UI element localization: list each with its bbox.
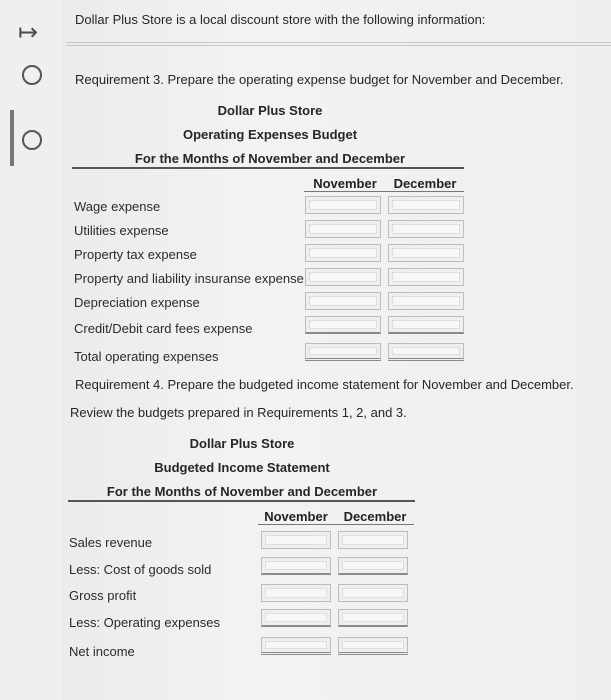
utilities-expense-november-input[interactable] [305, 220, 381, 238]
req4-row-label: Sales revenue [69, 535, 153, 550]
req3-row-label: Wage expense [74, 199, 161, 214]
card-fees-december-input[interactable] [388, 316, 464, 334]
utilities-expense-december-input[interactable] [388, 220, 464, 238]
card-fees-november-input[interactable] [305, 316, 381, 334]
total-operating-expenses-december-input[interactable] [388, 343, 464, 361]
req3-col-rule [304, 191, 464, 192]
req4-col-november: November [264, 509, 328, 524]
divider [66, 45, 611, 46]
req4-period: For the Months of November and December [106, 484, 378, 499]
net-income-december-input[interactable] [338, 637, 408, 655]
req3-report-title: Operating Expenses Budget [182, 127, 358, 142]
intro-text: Dollar Plus Store is a local discount store with the following information: [75, 12, 486, 27]
req4-row-label: Less: Cost of goods sold [69, 562, 212, 577]
req3-row-label: Credit/Debit card fees expense [74, 321, 253, 336]
req3-row-label: Property tax expense [74, 247, 197, 262]
property-tax-november-input[interactable] [305, 244, 381, 262]
active-marker [10, 110, 14, 166]
depreciation-expense-december-input[interactable] [388, 292, 464, 310]
req4-row-label: Net income [69, 644, 135, 659]
operating-expenses-december-input[interactable] [338, 609, 408, 627]
gross-profit-november-input[interactable] [261, 584, 331, 602]
sales-revenue-november-input[interactable] [261, 531, 331, 549]
arrow-right-from-bar-icon[interactable]: ↦ [18, 19, 39, 46]
req3-header-rule [72, 167, 464, 169]
wage-expense-november-input[interactable] [305, 196, 381, 214]
depreciation-expense-november-input[interactable] [305, 292, 381, 310]
req4-report-title: Budgeted Income Statement [154, 460, 330, 475]
requirement-4-title: Requirement 4. Prepare the budgeted income statement for November and December. [75, 377, 574, 392]
req3-row-label: Property and liability insuranse expense [74, 271, 304, 286]
operating-expenses-november-input[interactable] [261, 609, 331, 627]
left-rail [0, 0, 62, 700]
net-income-november-input[interactable] [261, 637, 331, 655]
insurance-expense-november-input[interactable] [305, 268, 381, 286]
req3-row-label: Total operating expenses [74, 349, 219, 364]
wage-expense-december-input[interactable] [388, 196, 464, 214]
cost-of-goods-sold-november-input[interactable] [261, 557, 331, 575]
gross-profit-december-input[interactable] [338, 584, 408, 602]
req4-row-label: Less: Operating expenses [69, 615, 221, 630]
radio-circle-icon[interactable] [22, 130, 42, 150]
total-operating-expenses-november-input[interactable] [305, 343, 381, 361]
divider [66, 42, 611, 43]
sales-revenue-december-input[interactable] [338, 531, 408, 549]
req3-col-december: December [393, 176, 457, 191]
req3-period: For the Months of November and December [134, 151, 406, 166]
req3-col-november: November [313, 176, 377, 191]
requirement-3-title: Requirement 3. Prepare the operating expense budget for November and December. [75, 72, 564, 87]
req4-col-december: December [343, 509, 407, 524]
req3-row-label: Depreciation expense [74, 295, 200, 310]
cost-of-goods-sold-december-input[interactable] [338, 557, 408, 575]
property-tax-december-input[interactable] [388, 244, 464, 262]
req3-row-label: Utilities expense [74, 223, 169, 238]
req3-store-title: Dollar Plus Store [217, 103, 323, 118]
radio-circle-icon[interactable] [22, 65, 42, 85]
review-text: Review the budgets prepared in Requirements 1, 2, and 3. [70, 405, 407, 420]
req4-row-label: Gross profit [69, 588, 137, 603]
req4-header-rule [68, 500, 415, 502]
req4-col-rule [258, 524, 414, 525]
req4-store-title: Dollar Plus Store [189, 436, 295, 451]
insurance-expense-december-input[interactable] [388, 268, 464, 286]
